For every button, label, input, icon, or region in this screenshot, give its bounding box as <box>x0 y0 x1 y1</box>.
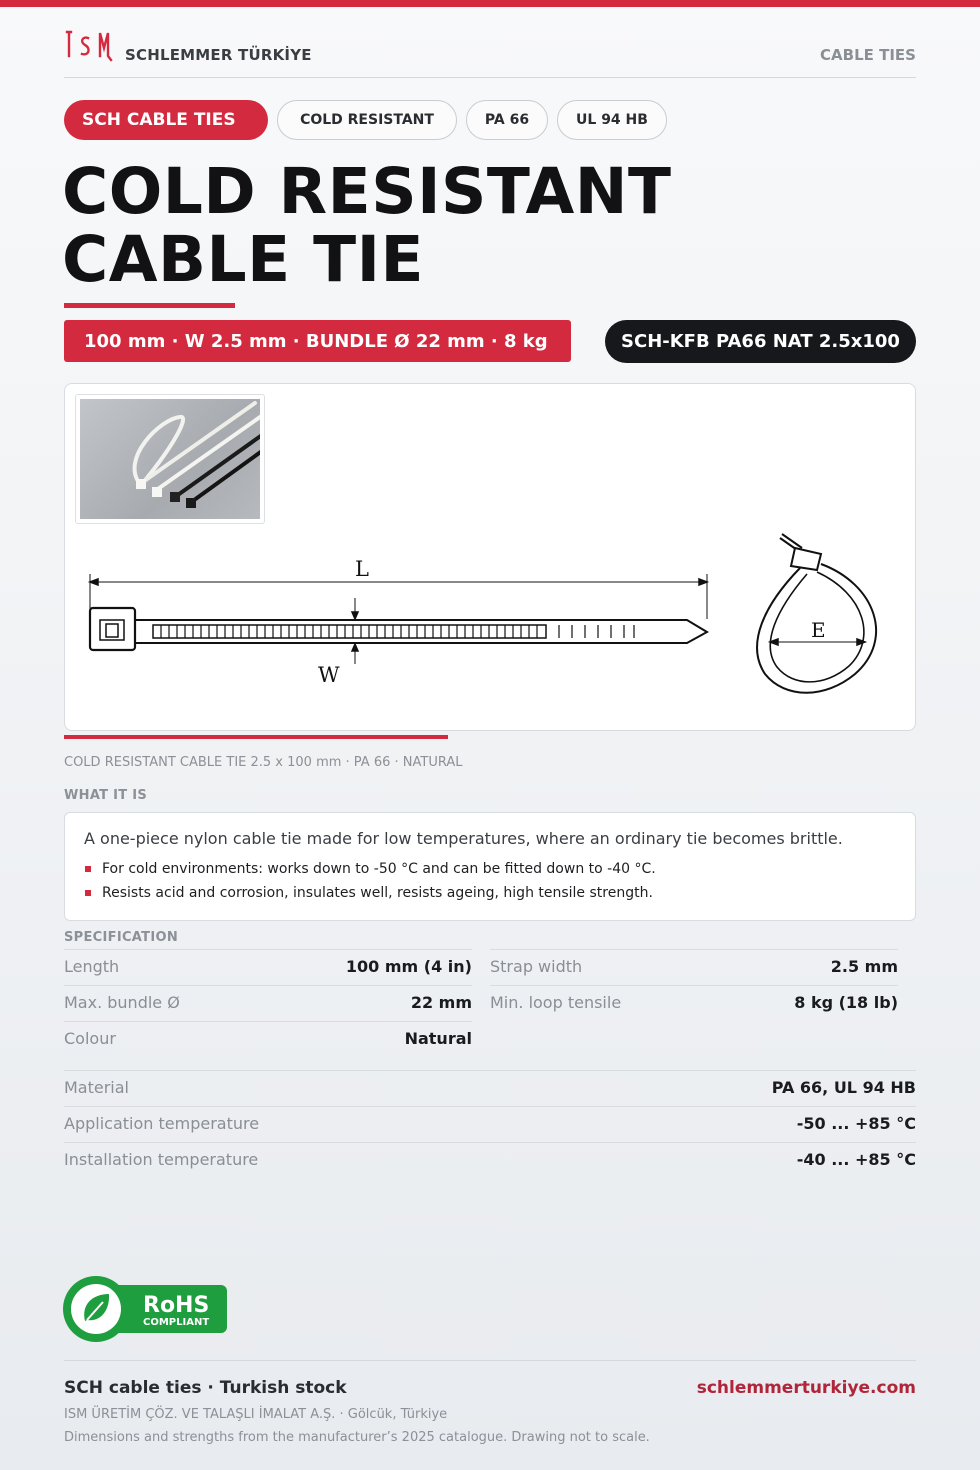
feature-text: For cold environments: works down to -50 °C and can be fitted down to -40 °C. <box>102 861 656 877</box>
spec-length <box>64 949 472 985</box>
company-info: ISM ÜRETİM ÇÖZ. VE TALAŞLI İMALAT A.Ş. · Gölcük, Türkiye <box>64 1407 448 1422</box>
spec-label: Application temperature <box>64 1114 260 1133</box>
website-link[interactable]: schlemmerturkiye.com <box>696 1378 916 1398</box>
spec-installation-temp <box>64 1142 916 1178</box>
summary-bar: 100 mm · W 2.5 mm · BUNDLE Ø 22 mm · 8 kg <box>64 320 571 362</box>
product-photo <box>75 394 265 524</box>
spec-label: Installation temperature <box>64 1150 259 1169</box>
spec-label: Strap width <box>490 957 583 976</box>
figure-accent-bar <box>64 735 448 739</box>
tag-material[interactable]: PA 66 <box>466 100 548 140</box>
feature-bullet <box>85 861 656 877</box>
title-line-2: CABLE TIE <box>62 223 425 296</box>
spec-label: Length <box>64 957 120 976</box>
tag-flammability[interactable]: UL 94 HB <box>557 100 667 140</box>
page-header <box>64 30 916 78</box>
length-label: L <box>355 557 369 581</box>
loop-diameter-label: E <box>811 618 826 642</box>
spec-material <box>64 1070 916 1106</box>
title-underline <box>64 303 235 308</box>
spec-loop-tensile <box>490 985 898 1021</box>
feature-text: Resists acid and corrosion, insulates well, resists ageing, high tensile strength. <box>102 885 653 901</box>
footer-note: Dimensions and strengths from the manufacturer’s 2025 catalogue. Drawing not to scale. <box>64 1430 650 1445</box>
spec-application-temp <box>64 1106 916 1142</box>
feature-bullet <box>85 885 653 901</box>
tag-primary[interactable]: SCH CABLE TIES <box>64 100 268 140</box>
description-intro: A one-piece nylon cable tie made for low temperatures, where an ordinary tie becomes brittle. <box>84 829 843 848</box>
spec-label: Max. bundle Ø <box>64 993 180 1012</box>
product-code-badge: SCH-KFB PA66 NAT 2.5x100 <box>605 320 916 363</box>
figure-caption: COLD RESISTANT CABLE TIE 2.5 x 100 mm · PA 66 · NATURAL <box>64 755 463 770</box>
spec-value: PA 66, UL 94 HB <box>771 1078 916 1097</box>
spec-strap-width <box>490 949 898 985</box>
rohs-title: RoHS <box>143 1293 210 1318</box>
product-figure <box>64 383 916 731</box>
rohs-subtitle: COMPLIANT <box>143 1317 210 1328</box>
spec-label: Colour <box>64 1029 116 1048</box>
spec-max-bundle <box>64 985 472 1021</box>
brand-name: SCHLEMMER TÜRKİYE <box>125 46 312 64</box>
title-line-1: COLD RESISTANT <box>62 155 672 228</box>
spec-value: -50 ... +85 °C <box>796 1114 916 1133</box>
width-label: W <box>318 663 340 687</box>
spec-value: 22 mm <box>410 993 472 1012</box>
ism-logo <box>64 30 114 64</box>
top-accent-bar <box>0 0 980 7</box>
spec-colour <box>64 1021 472 1057</box>
spec-value: -40 ... +85 °C <box>796 1150 916 1169</box>
footer-divider <box>64 1360 916 1361</box>
spec-value: 8 kg (18 lb) <box>794 993 898 1012</box>
specification-heading: SPECIFICATION <box>64 930 178 945</box>
what-it-is-heading: WHAT IT IS <box>64 788 148 803</box>
description-box <box>64 812 916 921</box>
cable-ties-image <box>80 399 260 519</box>
spec-value: 100 mm (4 in) <box>345 957 472 976</box>
page-title <box>62 155 762 296</box>
spec-label: Material <box>64 1078 129 1097</box>
rohs-badge <box>63 1276 228 1342</box>
spec-value: 2.5 mm <box>830 957 898 976</box>
spec-value: Natural <box>404 1029 472 1048</box>
section-label: CABLE TIES <box>820 46 916 64</box>
spec-label: Min. loop tensile <box>490 993 622 1012</box>
technical-drawing <box>65 524 917 724</box>
footer-title: SCH cable ties · Turkish stock <box>64 1378 347 1398</box>
tag-cold-resistant[interactable]: COLD RESISTANT <box>277 100 457 140</box>
